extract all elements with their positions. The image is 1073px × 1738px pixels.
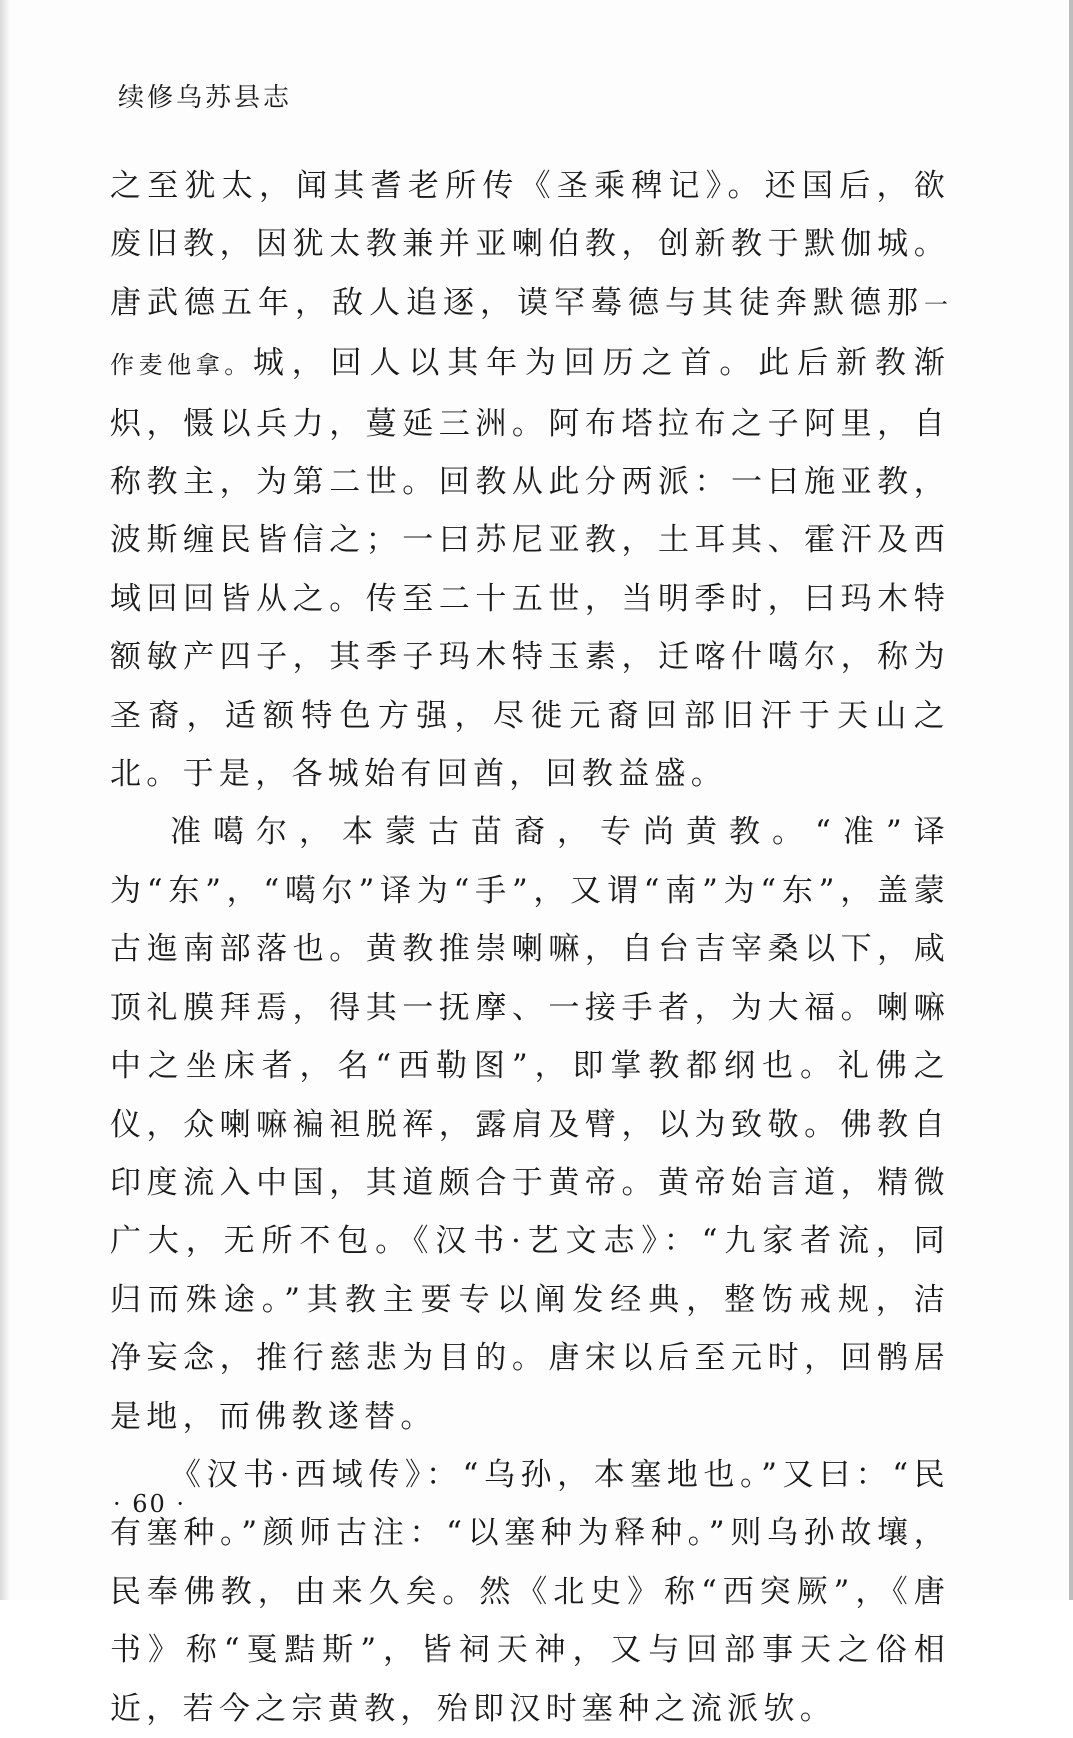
- running-head: 续修乌苏县志: [118, 83, 293, 113]
- paragraph-2: 准噶尔，本蒙古苗裔，专尚黄教。“准”译为“东”，“噶尔”译为“手”，又谓“南”为“东”，盖蒙古迤南部落也。黄教推崇喇嘛，自台吉宰桑以下，咸顶礼膜拜焉，得其一抚摩、一接手者，为大福。喇嘛中之坐床者，名“西勒图”，即掌教都纲也。礼佛之仪，众喇嘛褊袒脱裈，露肩及臂，以为致敬。佛教自印度流入中国，其道颇合于黄帝。黄帝始言道，精微广大，无所不包。《汉书·艺文志》：“九家者流，同归而殊途。”其教主要专以阐发经典，整饬戒规，洁净妄念，推行慈悲为目的。唐宋以后至元时，回鹘居是地，而佛教遂替。: [110, 814, 950, 1435]
- paragraph-3: 《汉书·西域传》：“乌孙，本塞地也。”又曰：“民有塞种。”颜师古注：“以塞种为释种。”则乌孙故壤，民奉佛教，由来久矣。然《北史》称“西突厥”，《唐书》称“戛黠斯”，皆祠天神，又与回部事天之俗相近，若今之宗黄教，殆即汉时塞种之流派欤。: [110, 1456, 950, 1727]
- page-left-shadow: [0, 0, 10, 1600]
- paragraph-1-text-end: 城，回人以其年为回历之首。此后新教渐炽，慑以兵力，蔓延三洲。阿布塔拉布之子阿里，自称教主，为第二世。回教从此分两派：一曰施亚教，波斯缠民皆信之；一曰苏尼亚教，土耳其、霍汗及西域回回皆从之。传至二十五世，当明季时，曰玛木特额敏产四子，其季子玛木特玉素，迁喀什噶尔，称为圣裔，适额特色方强，尽徙元裔回部旧汗于天山之北。于是，各城始有回酋，回教益盛。: [110, 345, 951, 793]
- page-number: · 60 ·: [113, 1490, 187, 1518]
- paragraph-1: [110, 157, 950, 803]
- paragraph-1-text-start: 之至犹太，闻其耆老所传《圣乘稗记》。还国后，欲废旧教，因犹太教兼并亚喇伯教，创新教于默伽城。唐武德五年，敌人追逐，谟罕蓦德与其徒奔默德那: [110, 168, 950, 321]
- interlinear-note: 一作麦他拿。: [110, 290, 950, 380]
- body-text: [110, 157, 950, 1738]
- page-right-edge: [1069, 0, 1073, 1600]
